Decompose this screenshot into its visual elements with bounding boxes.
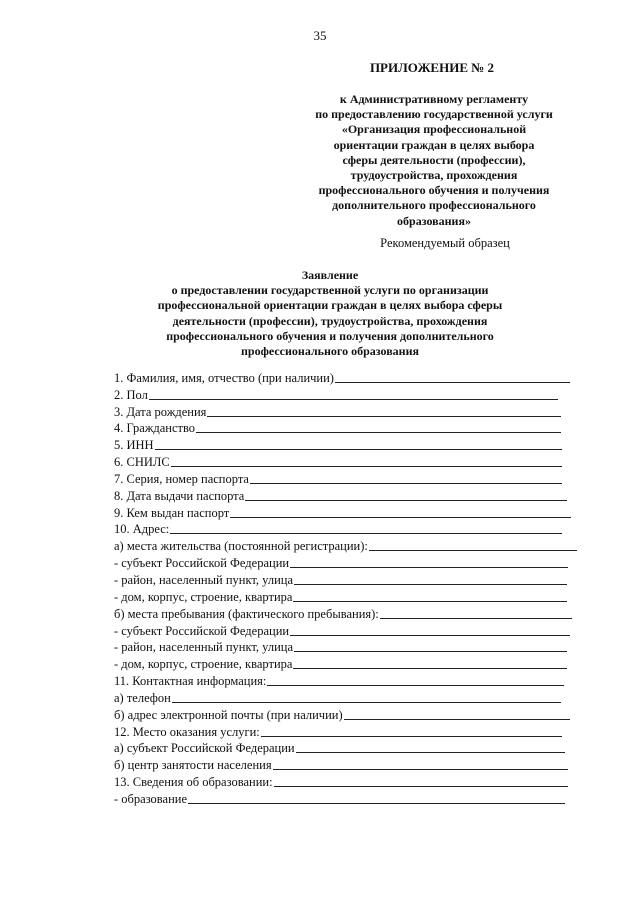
form-field-blank-line[interactable] (171, 465, 562, 467)
form-field-label: 6. СНИЛС (114, 455, 170, 470)
form-title-line: деятельности (профессии), трудоустройства, прохождения (172, 313, 488, 328)
form-field (114, 571, 584, 588)
form-field-blank-line[interactable] (149, 398, 558, 400)
form-field-label: - район, населенный пункт, улица (114, 640, 294, 655)
form-field (114, 689, 584, 706)
form-field-blank-line[interactable] (261, 735, 562, 737)
form-field-blank-line[interactable] (290, 566, 568, 568)
form-field (114, 622, 584, 639)
form-field-label: 7. Серия, номер паспорта (114, 471, 249, 486)
form-field-blank-line[interactable] (196, 431, 561, 433)
form-field-label: - субъект Российской Федерации (114, 556, 290, 571)
form-title (80, 268, 580, 359)
appendix-subtitle-line: трудоустройства, прохождения (350, 168, 518, 183)
form-field (114, 403, 584, 420)
form-field (114, 369, 584, 386)
form-field (114, 605, 584, 622)
form-field-blank-line[interactable] (230, 516, 571, 518)
form-field (114, 588, 584, 605)
appendix-subtitle-line: образования» (397, 213, 471, 228)
form-field-label: б) места пребывания (фактического пребывания): (114, 606, 379, 621)
form-title-line: профессионального обучения и получения дополнительного (166, 328, 494, 343)
form-field-blank-line[interactable] (294, 650, 567, 652)
form-field-label: - дом, корпус, строение, квартира (114, 589, 293, 604)
form-fields (114, 369, 584, 807)
form-field-label: 13. Сведения об образовании: (114, 775, 273, 790)
form-field-blank-line[interactable] (273, 768, 568, 770)
form-field (114, 470, 584, 487)
form-field-label: 3. Дата рождения (114, 404, 207, 419)
form-field (114, 436, 584, 453)
page-number: 35 (313, 28, 327, 43)
form-field-blank-line[interactable] (293, 600, 567, 602)
form-field-blank-line[interactable] (290, 634, 570, 636)
form-field-blank-line[interactable] (250, 482, 562, 484)
form-field-blank-line[interactable] (344, 718, 570, 720)
form-field-label: а) места жительства (постоянной регистрации): (114, 539, 368, 554)
form-field-label: 5. ИНН (114, 438, 154, 453)
form-field (114, 453, 584, 470)
form-field-blank-line[interactable] (188, 802, 565, 804)
form-field-label: - субъект Российской Федерации (114, 623, 290, 638)
form-field-blank-line[interactable] (294, 583, 567, 585)
form-field-label: 2. Пол (114, 387, 148, 402)
appendix-subtitle (298, 92, 570, 229)
form-field-label: а) телефон (114, 690, 171, 705)
form-field (114, 521, 584, 538)
form-field (114, 537, 584, 554)
appendix-title: ПРИЛОЖЕНИЕ № 2 (369, 60, 495, 75)
form-title-line: о предоставлении государственной услуги по организации (171, 283, 489, 298)
form-field-blank-line[interactable] (274, 785, 568, 787)
form-field-label: 4. Гражданство (114, 421, 196, 436)
form-field-label: 8. Дата выдачи паспорта (114, 488, 245, 503)
form-field-label: - образование (114, 791, 188, 806)
form-field-blank-line[interactable] (267, 684, 564, 686)
form-field-label: 12. Место оказания услуги: (114, 724, 260, 739)
form-field (114, 773, 584, 790)
form-field (114, 672, 584, 689)
appendix-subtitle-line: дополнительного профессионального (332, 198, 536, 213)
appendix-subtitle-line: по предоставлению государственной услуги (315, 107, 553, 122)
form-field-blank-line[interactable] (155, 448, 562, 450)
form-field-blank-line[interactable] (335, 381, 570, 383)
form-field-label: 9. Кем выдан паспорт (114, 505, 230, 520)
form-field-blank-line[interactable] (207, 415, 561, 417)
form-field-label: - район, населенный пункт, улица (114, 572, 294, 587)
form-field (114, 740, 584, 757)
form-field (114, 504, 584, 521)
form-field-label: 10. Адрес: (114, 522, 170, 537)
form-field (114, 420, 584, 437)
form-title-line: профессиональной ориентации граждан в целях выбора сферы (157, 298, 503, 313)
form-field-blank-line[interactable] (293, 667, 567, 669)
form-field (114, 487, 584, 504)
form-field (114, 386, 584, 403)
form-field (114, 706, 584, 723)
form-field (114, 756, 584, 773)
appendix-subtitle-line: «Организация профессиональной (341, 122, 527, 137)
form-title-line: Заявление (301, 268, 359, 282)
form-field-label: 11. Контактная информация: (114, 674, 267, 689)
appendix-subtitle-line: профессионального обучения и получения (318, 183, 550, 198)
form-field-label: - дом, корпус, строение, квартира (114, 657, 293, 672)
form-field (114, 790, 584, 807)
form-field-label: б) центр занятости населения (114, 758, 272, 773)
appendix-subtitle-line: ориентации граждан в целях выбора (333, 137, 535, 152)
appendix-subtitle-line: к Административному регламенту (339, 92, 529, 106)
appendix-subtitle-line: сферы деятельности (профессии), (342, 152, 526, 167)
form-field (114, 554, 584, 571)
recommended-sample: Рекомендуемый образец (380, 236, 510, 250)
form-field-blank-line[interactable] (170, 532, 562, 534)
form-field (114, 639, 584, 656)
form-field (114, 723, 584, 740)
form-field-blank-line[interactable] (172, 701, 561, 703)
form-field-blank-line[interactable] (380, 617, 572, 619)
form-field-label: 1. Фамилия, имя, отчество (при наличии) (114, 370, 334, 385)
form-field-label: а) субъект Российской Федерации (114, 741, 295, 756)
form-field-label: б) адрес электронной почты (при наличии) (114, 707, 343, 722)
form-title-line: профессионального образования (240, 344, 420, 359)
form-field-blank-line[interactable] (369, 549, 577, 551)
form-field (114, 655, 584, 672)
form-field-blank-line[interactable] (296, 751, 565, 753)
form-field-blank-line[interactable] (245, 499, 567, 501)
